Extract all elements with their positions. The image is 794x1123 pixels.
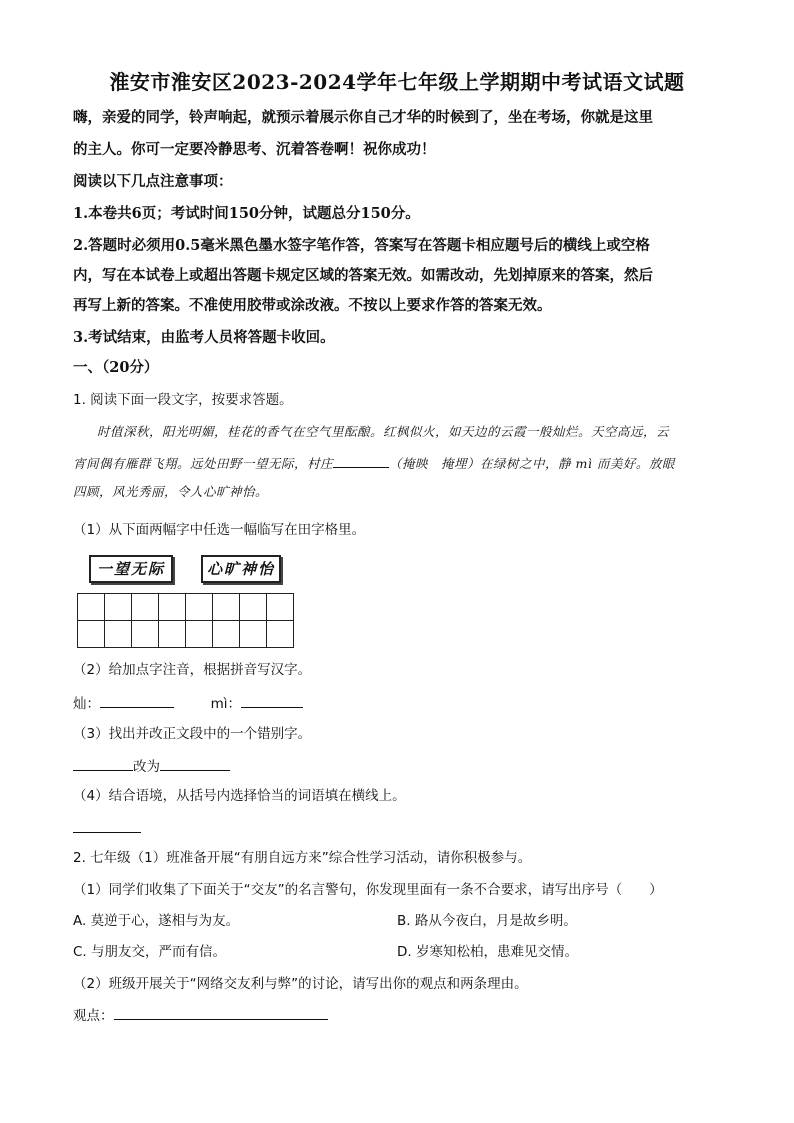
note-2-line-1: 2.答题时必须用0.5毫米黑色墨水签字笔作答，答案写在答题卡相应题号后的横线上或空格 <box>73 237 650 254</box>
page-title: 淮安市淮安区2023-2024学年七年级上学期期中考试语文试题 <box>109 70 685 94</box>
q1-sub-1: （1）从下面两幅字中任选一幅临写在田字格里。 <box>73 522 366 538</box>
q1-passage-line-2a: 宵间偶有雁群飞翔。远处田野一望无际，村庄 <box>73 456 334 471</box>
note-1: 1.本卷共6页；考试时间150分钟，试题总分150分。 <box>73 205 420 222</box>
q1-passage-line-2b: （掩映 掩埋）在绿树之中，静 mì 而美好。放眼 <box>389 456 675 471</box>
q1-stem: 1. 阅读下面一段文字，按要求答题。 <box>73 392 293 408</box>
calligraphy-sample-2: 心旷神怡 <box>201 555 281 583</box>
can-answer-blank[interactable] <box>100 692 174 708</box>
q2-sub-1: （1）同学们收集了下面关于“交友”的名言警句，你发现里面有一条不合要求，请写出序号（ ） <box>73 882 663 898</box>
calligraphy-sample-1: 一望无际 <box>89 555 173 583</box>
q1-fill-blank[interactable] <box>333 452 389 468</box>
mi-label: mì： <box>210 696 241 712</box>
q1-sub-4-answer-blank[interactable] <box>73 832 141 833</box>
q1-correction-row <box>73 755 723 777</box>
q2-option-d: D. 岁寒知松柏，患难见交情。 <box>397 944 578 960</box>
q1-sub-4: （4）结合语境，从括号内选择恰当的词语填在横线上。 <box>73 788 406 804</box>
q2-sub-2: （2）班级开展关于“网络交友利与弊”的讨论，请写出你的观点和两条理由。 <box>73 976 528 992</box>
note-2-line-3: 再写上新的答案。不准使用胶带或涂改液。不按以上要求作答的答案无效。 <box>73 297 552 314</box>
q1-passage-line-1: 时值深秋，阳光明媚，桂花的香气在空气里酝酿。红枫似火，如天边的云霞一般灿烂。天空高远，云 <box>97 424 670 439</box>
q2-stem: 2. 七年级（1）班准备开展“有朋自远方来”综合性学习活动，请你积极参与。 <box>73 850 532 866</box>
q2-option-a: A. 莫逆于心，遂相与为友。 <box>73 913 240 929</box>
can-label: 灿： <box>73 696 100 712</box>
tianzige-grid[interactable] <box>77 593 294 648</box>
correct-char-blank[interactable] <box>160 755 230 771</box>
q1-sub-2: （2）给加点字注音，根据拼音写汉字。 <box>73 662 312 678</box>
section-1-heading: 一、（20分） <box>73 359 159 376</box>
q2-option-c: C. 与朋友交，严而有信。 <box>73 944 227 960</box>
q1-passage-line-3: 四顾，风光秀丽，令人心旷神怡。 <box>73 484 269 499</box>
gaiwei-label: 改为 <box>133 759 160 775</box>
intro-line-1: 嗨，亲爱的同学，铃声响起，就预示着展示你自己才华的时候到了，坐在考场，你就是这里 <box>73 109 653 126</box>
intro-line-2: 的主人。你可一定要冷静思考、沉着答卷啊！祝你成功！ <box>73 141 436 158</box>
note-2-line-2: 内，写在本试卷上或超出答题卡规定区域的答案无效。如需改动，先划掉原来的答案，然后 <box>73 267 653 284</box>
wrong-char-blank[interactable] <box>73 755 133 771</box>
q2-view-row <box>73 1004 723 1026</box>
q1-sub-3: （3）找出并改正文段中的一个错别字。 <box>73 726 312 742</box>
view-label: 观点： <box>73 1008 114 1024</box>
q1-passage-line-2 <box>73 452 723 474</box>
q2-option-b: B. 路从今夜白，月是故乡明。 <box>397 913 577 929</box>
mi-answer-blank[interactable] <box>241 692 303 708</box>
view-answer-blank[interactable] <box>114 1004 328 1020</box>
q1-pinyin-row <box>73 692 723 714</box>
note-3: 3.考试结束，由监考人员将答题卡收回。 <box>73 329 335 346</box>
notice-heading: 阅读以下几点注意事项： <box>73 173 233 190</box>
